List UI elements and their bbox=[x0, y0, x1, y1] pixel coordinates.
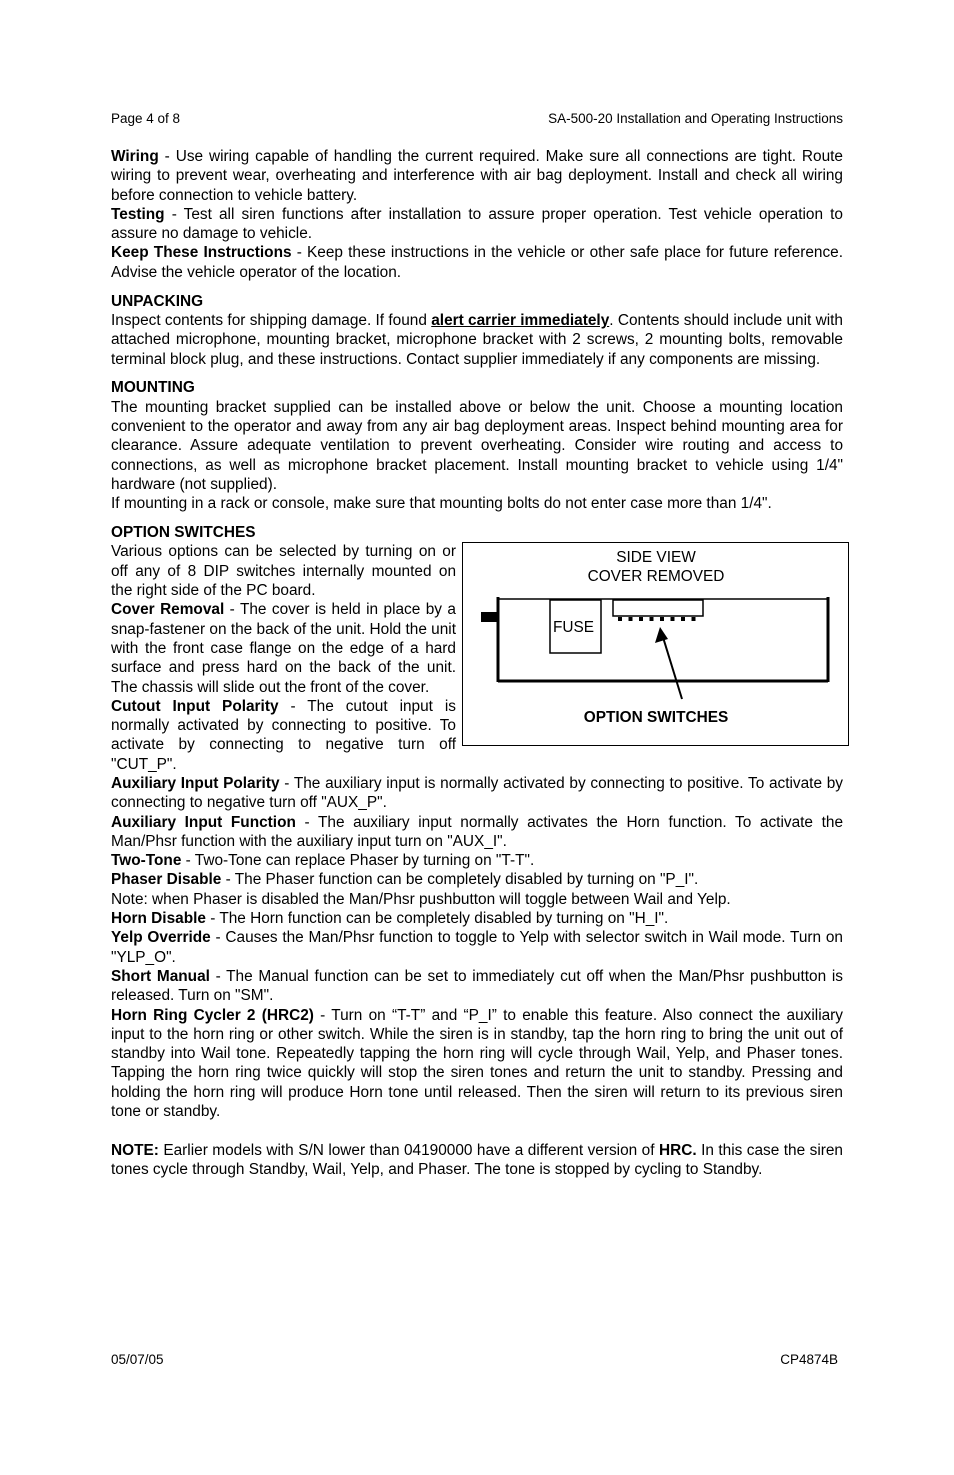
option-item-label: Auxiliary Input Function bbox=[111, 813, 296, 831]
footer-date: 05/07/05 bbox=[111, 1352, 164, 1367]
option-item-label: Phaser Disable bbox=[111, 871, 222, 889]
unpacking-emphasis: alert carrier immediately bbox=[431, 311, 610, 329]
option-item bbox=[111, 909, 843, 928]
option-item-text: - The cover is held in place by a snap-fastener on the back of the unit. Hold the unit with the front case flange on the edge of a hard surface and press hard on the back of the unit. The chassis will slide out the front of the cover. bbox=[111, 601, 456, 696]
option-item-label: Two-Tone bbox=[111, 852, 182, 870]
unpacking-text-before: Inspect contents for shipping damage. If found bbox=[111, 311, 432, 329]
option-intro: Various options can be selected by turning on or off any of 8 DIP switches internally mounted on the right side of the PC board. bbox=[111, 543, 456, 600]
option-item bbox=[111, 1006, 843, 1122]
note-text-2: In this case the siren tones cycle through Standby, Wail, Yelp, and Phaser. The tone is stopped by cycling to Standby. bbox=[111, 1141, 843, 1178]
option-item-text: - The cutout input is normally activated by connecting to positive. To activate by connecting to negative turn off "CUT_P". bbox=[111, 697, 456, 773]
dip-switch-pin bbox=[671, 617, 675, 621]
note-paragraph bbox=[111, 1141, 843, 1180]
option-item bbox=[111, 774, 843, 813]
dip-switch-pin bbox=[629, 617, 633, 621]
dip-switch-pin bbox=[681, 617, 685, 621]
dip-switch-block bbox=[613, 600, 703, 616]
option-item-text: - The auxiliary input normally activates the Horn function. To activate the Man/Phsr function with the auxiliary input turn on "AUX_I". bbox=[111, 813, 844, 850]
wiring-label: Wiring bbox=[111, 148, 159, 165]
dip-switch-pin bbox=[618, 617, 622, 621]
option-switches-heading: OPTION SWITCHES bbox=[111, 524, 256, 542]
option-item-label: Auxiliary Input Polarity bbox=[111, 774, 280, 792]
mounting-paragraph: The mounting bracket supplied can be installed above or below the unit. Choose a mounting location convenient to the operator and away from any air bag deployment areas. Inspect behind mounting area for clearance. Assure adequate ventilation to prevent overheating. Consider wire routing and access to connections, as well as microphone bracket placement. Install mounting bracket to vehicle using 1/4" hardware (not supplied). bbox=[111, 398, 843, 493]
keep-paragraph bbox=[111, 243, 843, 282]
dip-switch-pin bbox=[650, 617, 654, 621]
side-view-figure bbox=[462, 542, 850, 746]
wiring-text: - Use wiring capable of handling the current required. Make sure all connections are tight. Route wiring to prevent wear, overheating and interference with air bag deployment. Install and check all wiring before connection to vehicle battery. bbox=[111, 148, 843, 204]
option-item bbox=[111, 928, 843, 967]
option-item bbox=[111, 851, 843, 870]
option-item-label: Yelp Override bbox=[111, 929, 211, 947]
footer-code: CP4874B bbox=[780, 1352, 838, 1367]
chassis-tab bbox=[481, 612, 497, 622]
unpacking-text-after: . Contents should include unit with attached microphone, mounting bracket, microphone bracket with 2 screws, 2 mounting bolts, removable terminal block plug, and these instructions. Contact supplier immediately if any components are missing. bbox=[111, 311, 843, 368]
figure-title-line2: COVER REMOVED bbox=[587, 568, 725, 586]
testing-paragraph bbox=[111, 205, 843, 244]
option-item-text: Note: when Phaser is disabled the Man/Phsr pushbutton will toggle between Wail and Yelp. bbox=[111, 890, 731, 908]
note-bold: HRC. bbox=[658, 1141, 697, 1159]
unpacking-heading: UNPACKING bbox=[111, 292, 204, 310]
testing-text: - Test all siren functions after installation to assure proper operation. Test vehicle operation to assure no damage to vehicle. bbox=[111, 205, 843, 243]
dip-switch-pin bbox=[692, 617, 696, 621]
option-item-text: - Two-Tone can replace Phaser by turning on "T-T". bbox=[181, 852, 535, 870]
document-title: SA-500-20 Installation and Operating Instructions bbox=[548, 111, 843, 126]
option-item bbox=[111, 967, 843, 1006]
option-item-label: Short Manual bbox=[111, 967, 210, 985]
dip-switch-pin bbox=[660, 617, 664, 621]
option-item-label: Horn Disable bbox=[111, 910, 206, 928]
option-item-text: - The Manual function can be set to immediately cut off when the Man/Phsr pushbutton is released. Turn on "SM". bbox=[111, 967, 843, 1005]
pointer-arrowhead bbox=[655, 627, 668, 643]
option-item-text: - The Horn function can be completely disabled by turning on "H_I". bbox=[205, 910, 669, 928]
fuse-label: FUSE bbox=[553, 619, 595, 637]
testing-label: Testing bbox=[111, 205, 165, 223]
option-item-label: Cutout Input Polarity bbox=[111, 697, 279, 715]
dip-switch-pins bbox=[618, 617, 696, 621]
dip-switch-pin bbox=[639, 617, 643, 621]
option-item-text: - The Phaser function can be completely disabled by turning on "P_I". bbox=[221, 871, 699, 889]
option-item-text: - Turn on “T-T” and “P_I” to enable this feature. Also connect the auxiliary input to the horn ring or other switch. While the siren is in standby, tap the horn ring to bring the unit out of standby into Wail tone. Repeatedly tapping the horn ring will cycle through Wail, Yelp, and Phaser tones. Tapping the horn ring twice quickly will stop the siren tones and return the unit to standby. Pressing and holding the horn ring will produce Horn tone until released. Then the siren will return to its previous siren tone or standby. bbox=[111, 1006, 843, 1121]
option-switches-label: OPTION SWITCHES bbox=[583, 709, 729, 727]
wiring-paragraph bbox=[111, 147, 843, 205]
option-item bbox=[111, 870, 843, 889]
mounting-heading: MOUNTING bbox=[111, 379, 195, 397]
option-item bbox=[111, 890, 843, 909]
option-item-text: - The auxiliary input is normally activated by connecting to positive. To activate by connecting to negative turn off "AUX_P". bbox=[111, 774, 844, 812]
unpacking-paragraph bbox=[111, 311, 843, 369]
option-item-text: - Causes the Man/Phsr function to toggle to Yelp with selector switch in Wail mode. Turn on "YLP_O". bbox=[111, 929, 843, 966]
pointer-arrow-line bbox=[662, 634, 682, 699]
document-body bbox=[111, 147, 843, 1179]
option-item bbox=[111, 813, 843, 852]
mounting-paragraph-2: If mounting in a rack or console, make sure that mounting bolts do not enter case more than 1/4". bbox=[111, 495, 772, 513]
keep-label: Keep These Instructions bbox=[111, 244, 292, 262]
figure-title-line1: SIDE VIEW bbox=[616, 549, 696, 567]
note-text-1: Earlier models with S/N lower than 04190000 have a different version of bbox=[158, 1141, 659, 1159]
keep-text: - Keep these instructions in the vehicle or other safe place for future reference. Advise the vehicle operator of the location. bbox=[111, 244, 843, 281]
note-label: NOTE: bbox=[111, 1141, 159, 1159]
option-item-label: Horn Ring Cycler 2 (HRC2) bbox=[111, 1006, 314, 1024]
option-item-label: Cover Removal bbox=[111, 601, 225, 619]
page-number: Page 4 of 8 bbox=[111, 111, 181, 126]
